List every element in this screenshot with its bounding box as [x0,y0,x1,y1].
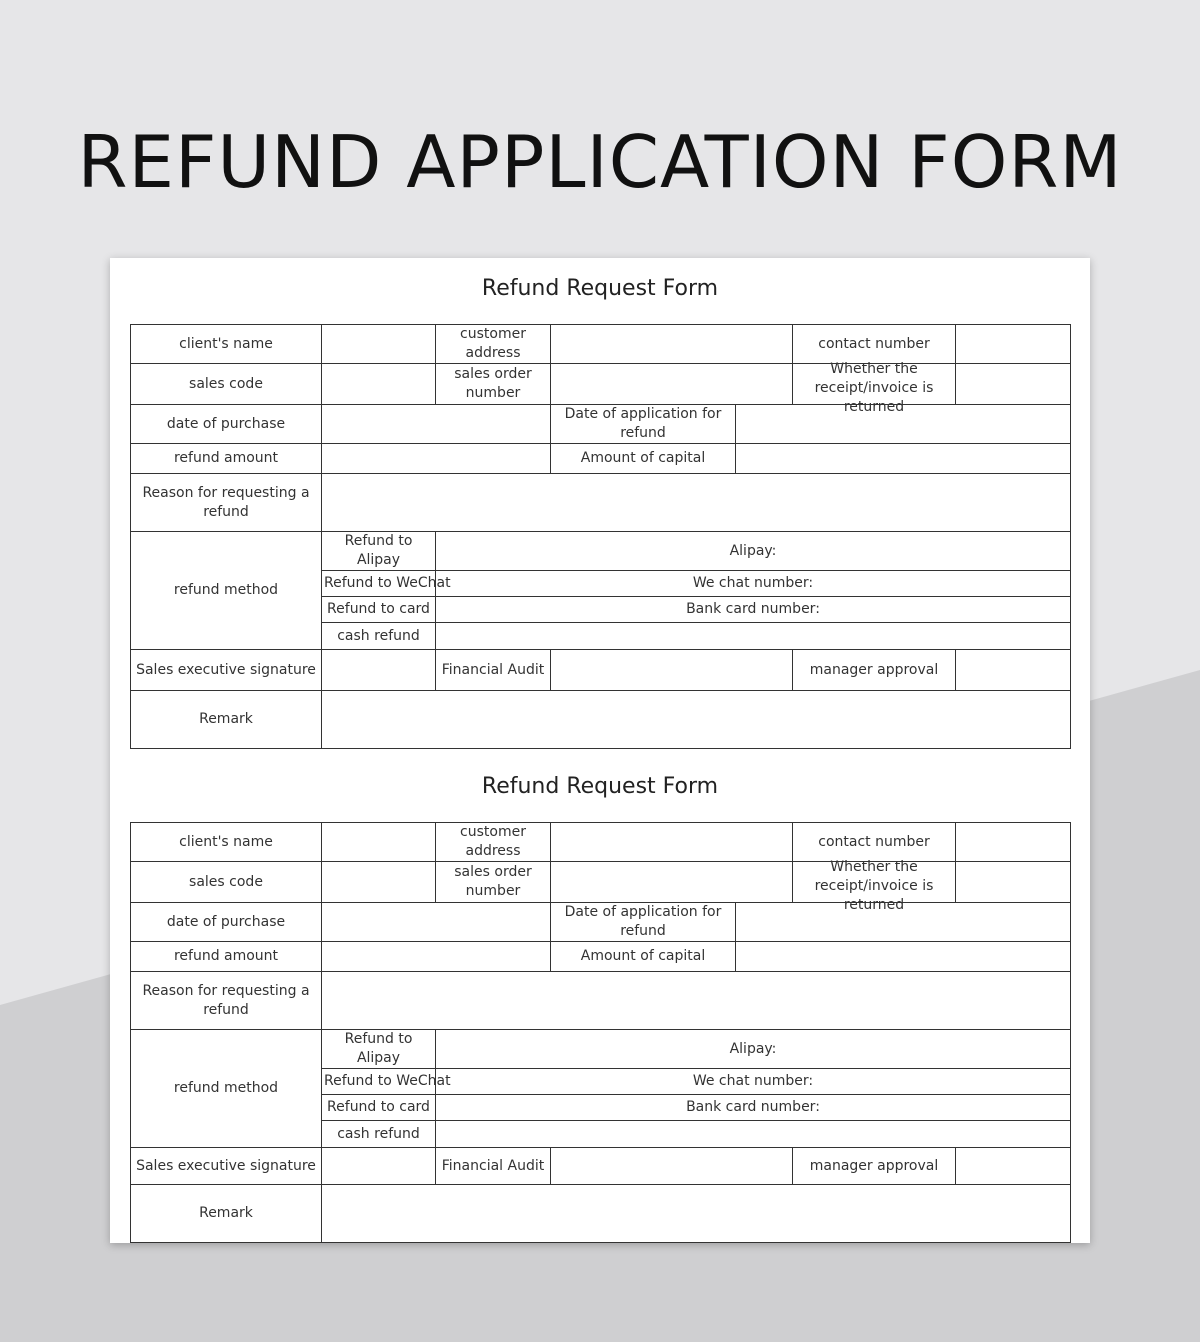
date-of-purchase-field[interactable] [322,405,551,444]
sales-signature-label: Sales executive signature [131,650,322,691]
receipt-returned-label: Whether the receipt/invoice is returned [793,364,956,405]
alipay-account-field[interactable]: Alipay: [436,532,1071,571]
form-sheet [110,258,1090,1243]
manager-approval-label: manager approval [793,650,956,691]
customer-address-label: customer address [436,325,551,364]
refund-card-option[interactable]: Refund to card [322,1095,436,1121]
refund-form-2 [130,756,1070,1243]
receipt-returned-field[interactable] [956,862,1071,903]
refund-amount-label: refund amount [131,444,322,474]
sales-order-number-label: sales order number [436,862,551,903]
refund-amount-field[interactable] [322,444,551,474]
wechat-number-field[interactable]: We chat number: [436,1069,1071,1095]
contact-number-label: contact number [793,823,956,862]
contact-number-field[interactable] [956,823,1071,862]
refund-amount-field[interactable] [322,942,551,972]
refund-card-option[interactable]: Refund to card [322,597,436,623]
sales-order-number-label: sales order number [436,364,551,405]
refund-alipay-option[interactable]: Refund to Alipay [322,1030,436,1069]
page-title: REFUND APPLICATION FORM [77,120,1123,204]
reason-label: Reason for requesting a refund [131,972,322,1030]
date-of-purchase-field[interactable] [322,903,551,942]
refund-form-table [130,822,1071,1243]
customer-address-field[interactable] [551,325,793,364]
refund-method-label: refund method [131,1030,322,1148]
refund-wechat-option[interactable]: Refund to WeChat [322,1069,436,1095]
date-of-purchase-label: date of purchase [131,405,322,444]
refund-wechat-option[interactable]: Refund to WeChat [322,571,436,597]
cash-refund-field[interactable] [436,1121,1071,1148]
form-title: Refund Request Form [481,774,719,799]
cash-refund-option[interactable]: cash refund [322,1121,436,1148]
amount-of-capital-label: Amount of capital [551,444,736,474]
financial-audit-field[interactable] [551,650,793,691]
remark-field[interactable] [322,691,1071,749]
refund-alipay-option[interactable]: Refund to Alipay [322,532,436,571]
cash-refund-field[interactable] [436,623,1071,650]
amount-of-capital-label: Amount of capital [551,942,736,972]
manager-approval-label: manager approval [793,1148,956,1185]
remark-field[interactable] [322,1185,1071,1243]
amount-of-capital-field[interactable] [736,444,1071,474]
bank-card-number-field[interactable]: Bank card number: [436,597,1071,623]
client-name-label: client's name [131,325,322,364]
sales-code-label: sales code [131,364,322,405]
date-of-application-label: Date of application for refund [551,903,736,942]
bank-card-number-field[interactable]: Bank card number: [436,1095,1071,1121]
receipt-returned-field[interactable] [956,364,1071,405]
sales-code-field[interactable] [322,862,436,903]
amount-of-capital-field[interactable] [736,942,1071,972]
sales-code-field[interactable] [322,364,436,405]
customer-address-field[interactable] [551,823,793,862]
receipt-returned-label: Whether the receipt/invoice is returned [793,862,956,903]
financial-audit-label: Financial Audit [436,1148,551,1185]
form-title: Refund Request Form [481,276,719,301]
sales-order-number-field[interactable] [551,862,793,903]
client-name-field[interactable] [322,823,436,862]
manager-approval-field[interactable] [956,650,1071,691]
contact-number-field[interactable] [956,325,1071,364]
refund-form-1 [130,258,1070,749]
client-name-label: client's name [131,823,322,862]
manager-approval-field[interactable] [956,1148,1071,1185]
reason-label: Reason for requesting a refund [131,474,322,532]
remark-label: Remark [131,1185,322,1243]
sales-order-number-field[interactable] [551,364,793,405]
sales-signature-field[interactable] [322,650,436,691]
remark-label: Remark [131,691,322,749]
cash-refund-option[interactable]: cash refund [322,623,436,650]
refund-method-label: refund method [131,532,322,650]
financial-audit-field[interactable] [551,1148,793,1185]
client-name-field[interactable] [322,325,436,364]
reason-field[interactable] [322,972,1071,1030]
sales-signature-field[interactable] [322,1148,436,1185]
date-of-purchase-label: date of purchase [131,903,322,942]
alipay-account-field[interactable]: Alipay: [436,1030,1071,1069]
refund-form-table [130,324,1071,749]
refund-amount-label: refund amount [131,942,322,972]
sales-signature-label: Sales executive signature [131,1148,322,1185]
wechat-number-field[interactable]: We chat number: [436,571,1071,597]
customer-address-label: customer address [436,823,551,862]
financial-audit-label: Financial Audit [436,650,551,691]
contact-number-label: contact number [793,325,956,364]
sales-code-label: sales code [131,862,322,903]
reason-field[interactable] [322,474,1071,532]
date-of-application-label: Date of application for refund [551,405,736,444]
